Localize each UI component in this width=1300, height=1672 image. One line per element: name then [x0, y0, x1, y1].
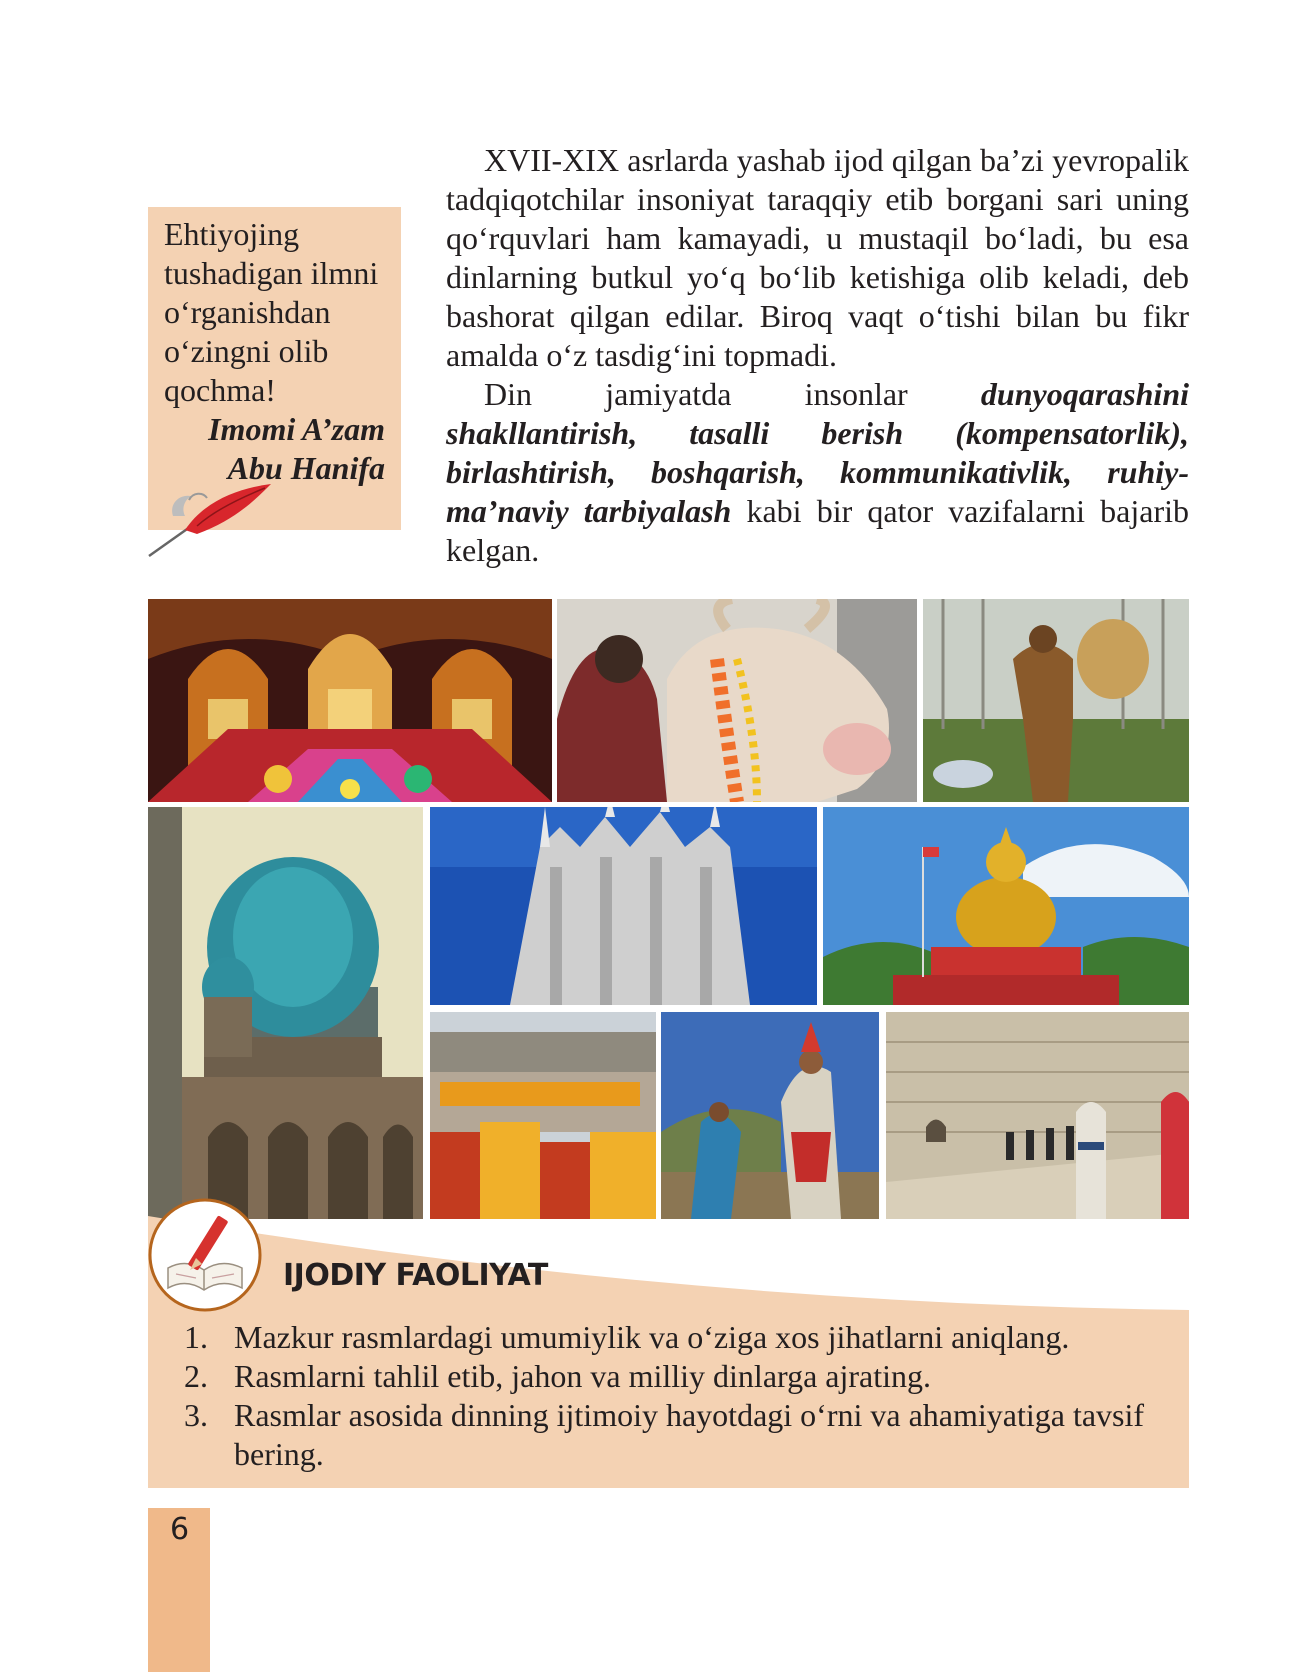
activity-item-text: Mazkur rasmlardagi umumiylik va o‘ziga xos jihatlarni aniqlang.	[234, 1319, 1070, 1355]
paragraph-1: XVII-XIX asrlarda yashab ijod qilgan ba’zi yevropalik tadqiqotchilar insoniyat taraqqiy etib borgani sari uning qo‘rquvlari ham kamayadi, u mustaqil bo‘ladi, bu esa dinlarning butkul yo‘q bo‘lib ketishiga olib keladi, deb bashorat qilgan edilar. Biroq vaqt o‘tishi bilan bu fikr amalda o‘z tasdig‘ini topmadi.	[446, 142, 1189, 373]
page-number: 6	[170, 1512, 190, 1547]
activity-item	[184, 1357, 1184, 1396]
quote-line: Ehtiyojing	[164, 216, 300, 252]
gothic-cathedral-photo	[430, 807, 817, 1005]
quote-line: o‘rganishdan	[164, 294, 331, 330]
body-text	[446, 141, 1189, 570]
shaman-photo	[923, 599, 1189, 802]
activity-list	[184, 1318, 1184, 1474]
quote-author: Imomi A’zam	[208, 411, 385, 447]
paragraph-2-lead: Din jamiyatda insonlar	[484, 376, 981, 412]
western-wall-photo	[886, 1012, 1189, 1219]
activity-item-number: 2.	[184, 1358, 208, 1394]
mosque-interior-photo	[148, 599, 552, 802]
quote-line: o‘zingni olib	[164, 333, 329, 369]
activity-item-number: 3.	[184, 1397, 208, 1433]
activity-item	[184, 1318, 1184, 1357]
quote-line: tushadigan ilmni	[164, 255, 379, 291]
activity-item-text: Rasmlarni tahlil etib, jahon va milliy dinlarga ajrating.	[234, 1358, 932, 1394]
monks-procession-photo	[430, 1012, 656, 1219]
paragraph-2	[446, 375, 1189, 570]
activity-item-number: 1.	[184, 1319, 208, 1355]
activity-item	[184, 1396, 1184, 1474]
buddha-statue-photo	[823, 807, 1189, 1005]
paragraph-2-emphasis: dunyoqarashini shakllantirish, tasalli berish (kompensatorlik), birlashtirish, boshqarish, kommunikativlik, ruhiy-ma’naviy tarbiyalash	[446, 376, 1189, 529]
native-ceremony-photo	[661, 1012, 879, 1219]
paragraph-2-tail: kabi bir qator vazifalarni bajarib kelgan.	[446, 493, 1189, 568]
activity-title: IJODIY FAOLIYAT	[283, 1258, 548, 1293]
quote-line: qochma!	[164, 372, 276, 408]
activity-item-text: Rasmlar asosida dinning ijtimoiy hayotdagi o‘rni va ahamiyatiga tavsif bering.	[234, 1397, 1145, 1472]
sacred-cow-photo	[557, 599, 917, 802]
samarkand-madrasa-photo	[148, 807, 423, 1219]
notebook-pencil-icon	[146, 1196, 264, 1314]
quote-author: Abu Hanifa	[227, 450, 385, 486]
quill-pen-icon	[145, 470, 275, 560]
